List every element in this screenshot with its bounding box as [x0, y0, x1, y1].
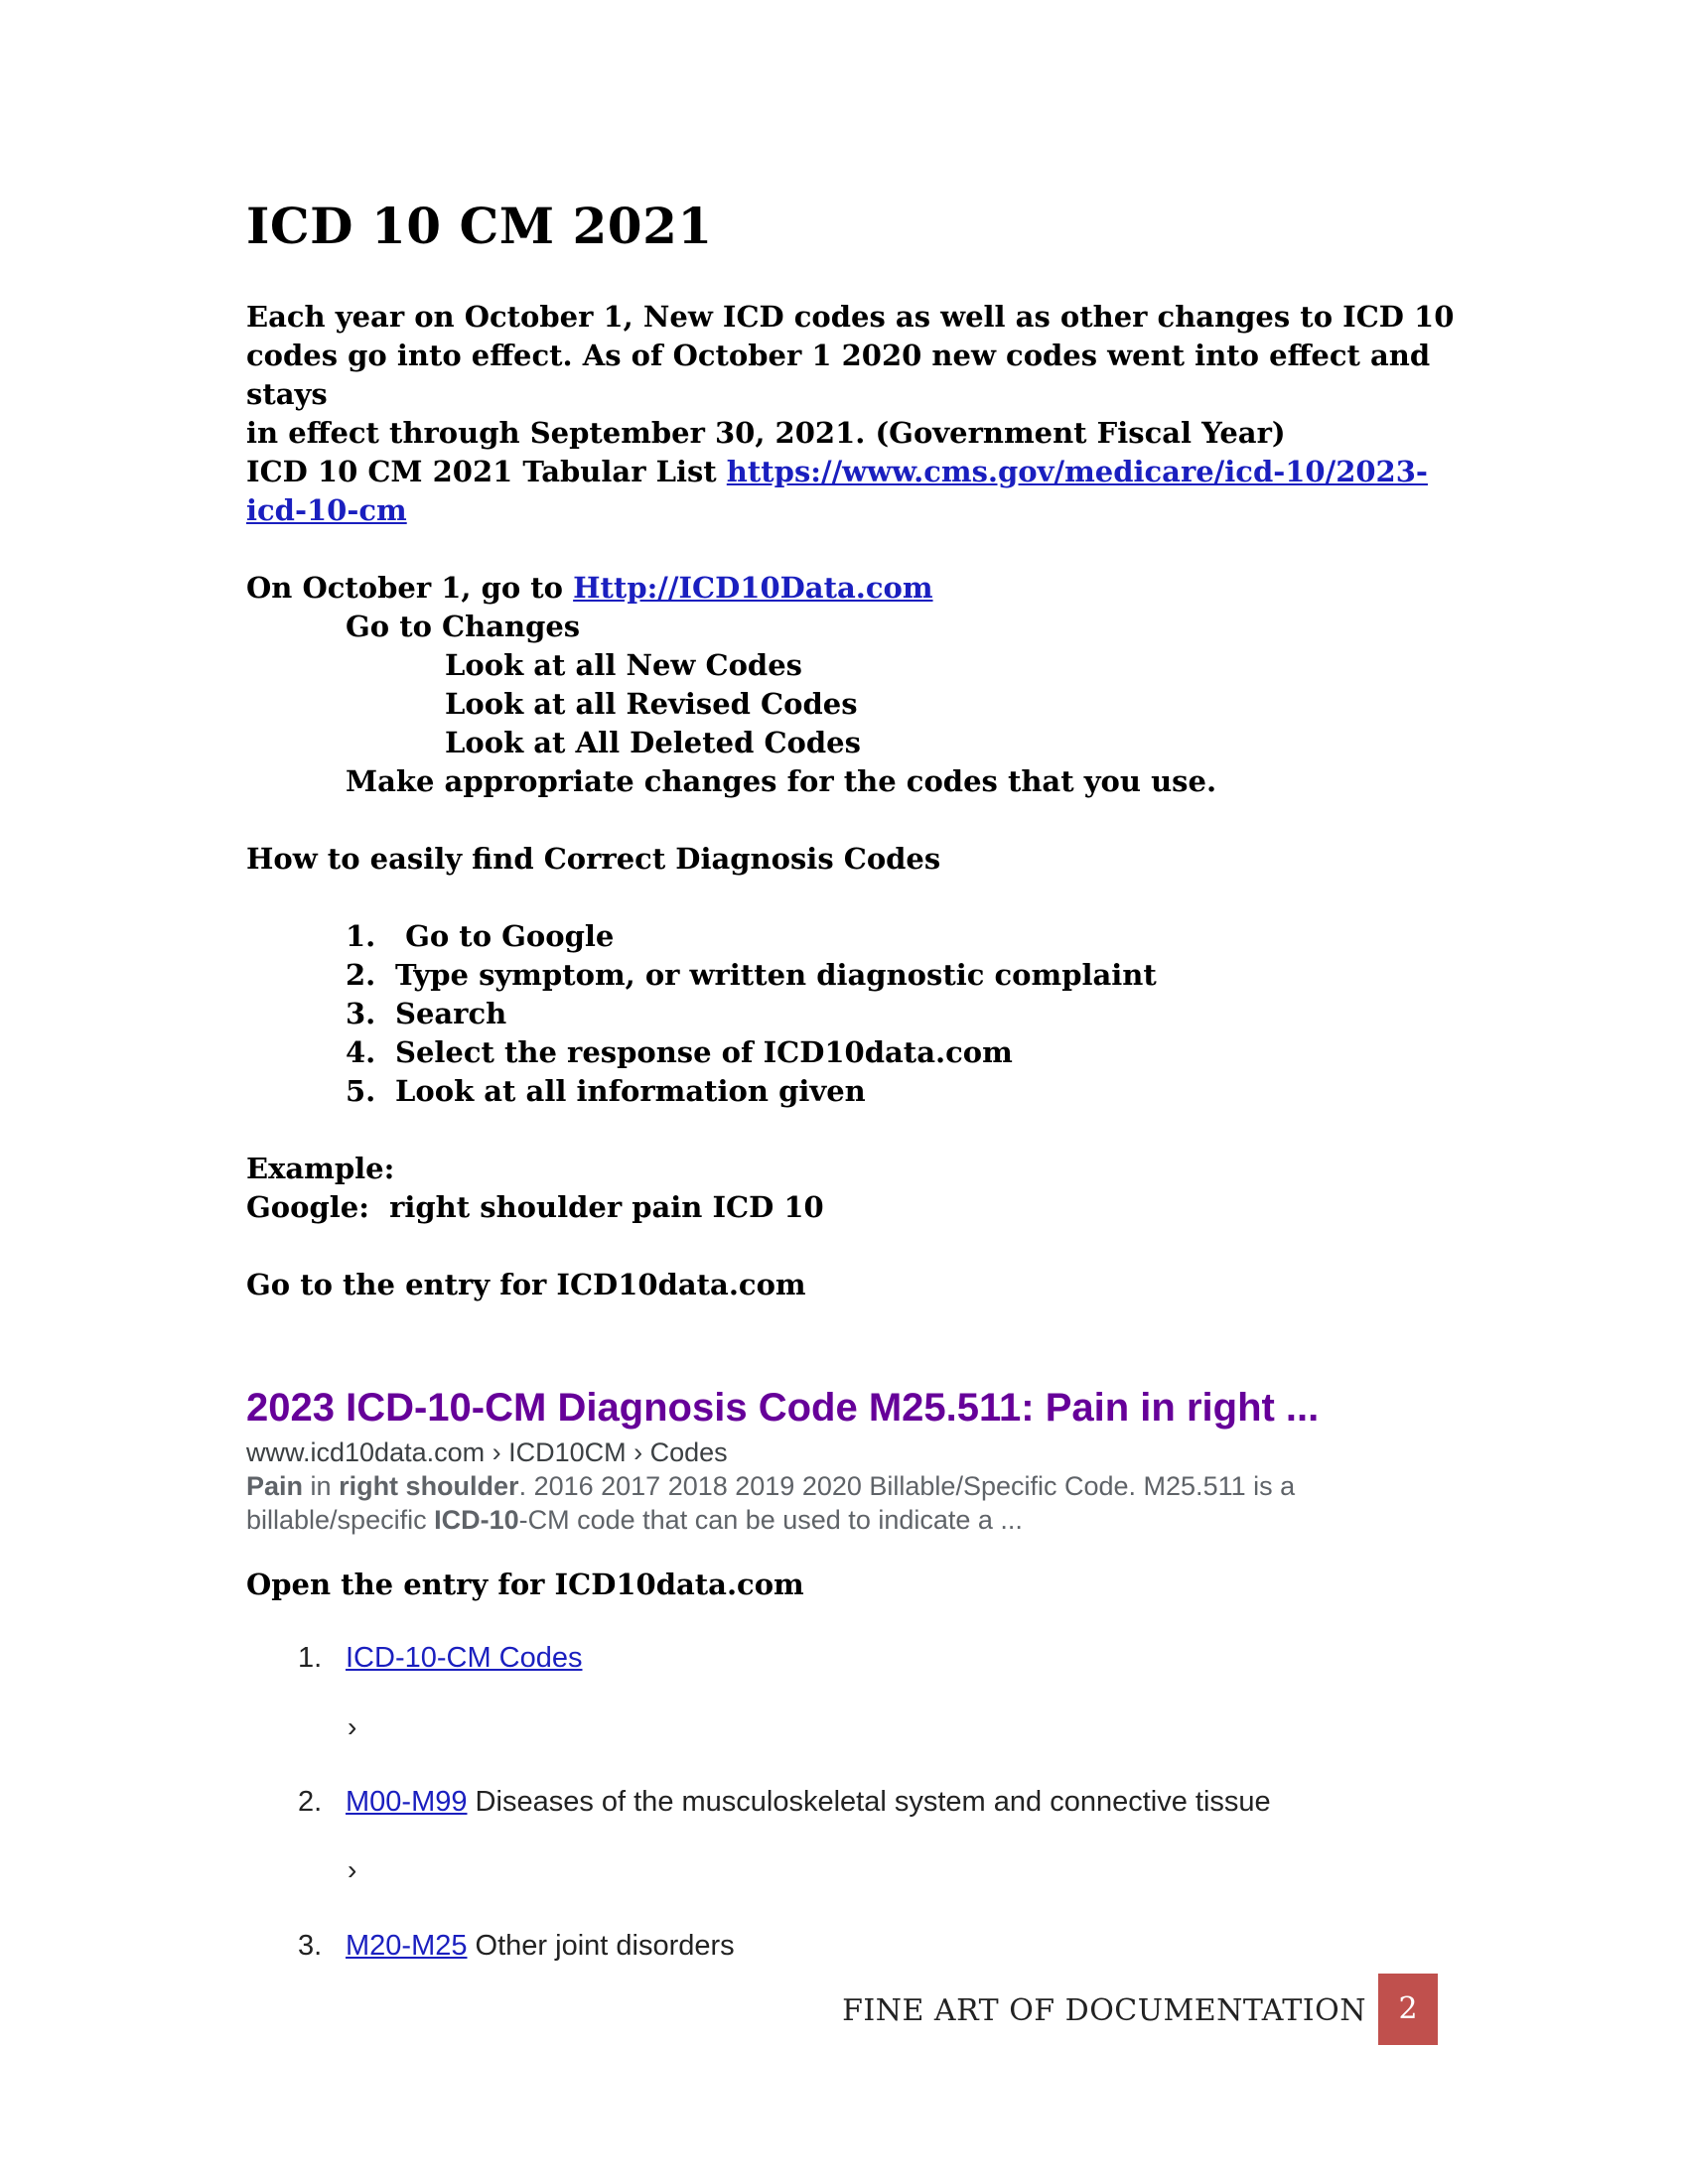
breadcrumb-item: 3. M20-M25 Other joint disorders: [298, 1930, 735, 1962]
example-block: [246, 1150, 1458, 1227]
october-instructions: [246, 569, 1458, 801]
page-title: ICD 10 CM 2021: [246, 197, 713, 255]
deleted-codes-item: Look at All Deleted Codes: [445, 726, 861, 759]
example-label: Example:: [246, 1152, 395, 1185]
cms-link-continued[interactable]: icd-10-cm: [246, 493, 407, 527]
chevron-right-icon: ›: [348, 1854, 357, 1885]
search-result-title[interactable]: 2023 ICD-10-CM Diagnosis Code M25.511: Pain in right ...: [246, 1386, 1320, 1430]
chevron-right-icon: ›: [348, 1711, 357, 1742]
october-label: On October 1, go to: [246, 571, 574, 605]
footer-title: FINE ART OF DOCUMENTATION: [842, 1993, 1366, 2028]
page-footer: [842, 1974, 1438, 2045]
new-codes-item: Look at all New Codes: [445, 648, 802, 682]
intro-paragraph: [246, 298, 1458, 453]
list-item: 2. Type symptom, or written diagnostic complaint: [346, 958, 1157, 992]
list-item: 5. Look at all information given: [346, 1074, 866, 1108]
icd10data-link[interactable]: Http://ICD10Data.com: [573, 571, 933, 605]
revised-codes-item: Look at all Revised Codes: [445, 687, 858, 721]
list-item: 4. Select the response of ICD10data.com: [346, 1035, 1013, 1069]
tabular-list-paragraph: [246, 453, 1458, 530]
cms-link[interactable]: https://www.cms.gov/medicare/icd-10/2023-: [726, 455, 1428, 488]
go-to-changes: Go to Changes: [346, 610, 581, 643]
intro-line: codes go into effect. As of October 1 2020 new codes went into effect and stays: [246, 339, 1431, 411]
breadcrumb-link[interactable]: M00-M99: [346, 1786, 468, 1818]
search-result-snippet: Pain in right shoulder. 2016 2017 2018 2019 2020 Billable/Specific Code. M25.511 is a billable/specific ICD-10-CM code that can be used to indicate a ...: [246, 1471, 1296, 1535]
search-result-url[interactable]: www.icd10data.com › ICD10CM › Codes: [246, 1437, 728, 1467]
howto-steps-list: [346, 917, 1157, 1111]
howto-heading: How to easily find Correct Diagnosis Codes: [246, 842, 941, 876]
goto-entry: Go to the entry for ICD10data.com: [246, 1268, 806, 1301]
breadcrumb-link[interactable]: M20-M25: [346, 1930, 468, 1962]
list-item: 1. Go to Google: [346, 919, 615, 953]
breadcrumb-item: 2. M00-M99 Diseases of the musculoskeletal system and connective tissue: [298, 1786, 1271, 1818]
open-entry: Open the entry for ICD10data.com: [246, 1568, 804, 1601]
intro-line: Each year on October 1, New ICD codes as well as other changes to ICD 10: [246, 300, 1455, 334]
breadcrumb-item: 1. ICD-10-CM Codes: [298, 1642, 583, 1674]
appropriate-changes: Make appropriate changes for the codes that you use.: [346, 764, 1217, 798]
tabular-label: ICD 10 CM 2021 Tabular List: [246, 455, 727, 488]
intro-line: in effect through September 30, 2021. (Government Fiscal Year): [246, 416, 1286, 450]
page-number-badge: 2: [1378, 1974, 1438, 2045]
google-query: Google: right shoulder pain ICD 10: [246, 1190, 824, 1224]
breadcrumb-link[interactable]: ICD-10-CM Codes: [346, 1642, 583, 1674]
search-result: [246, 1382, 1487, 1537]
list-item: 3. Search: [346, 997, 507, 1030]
